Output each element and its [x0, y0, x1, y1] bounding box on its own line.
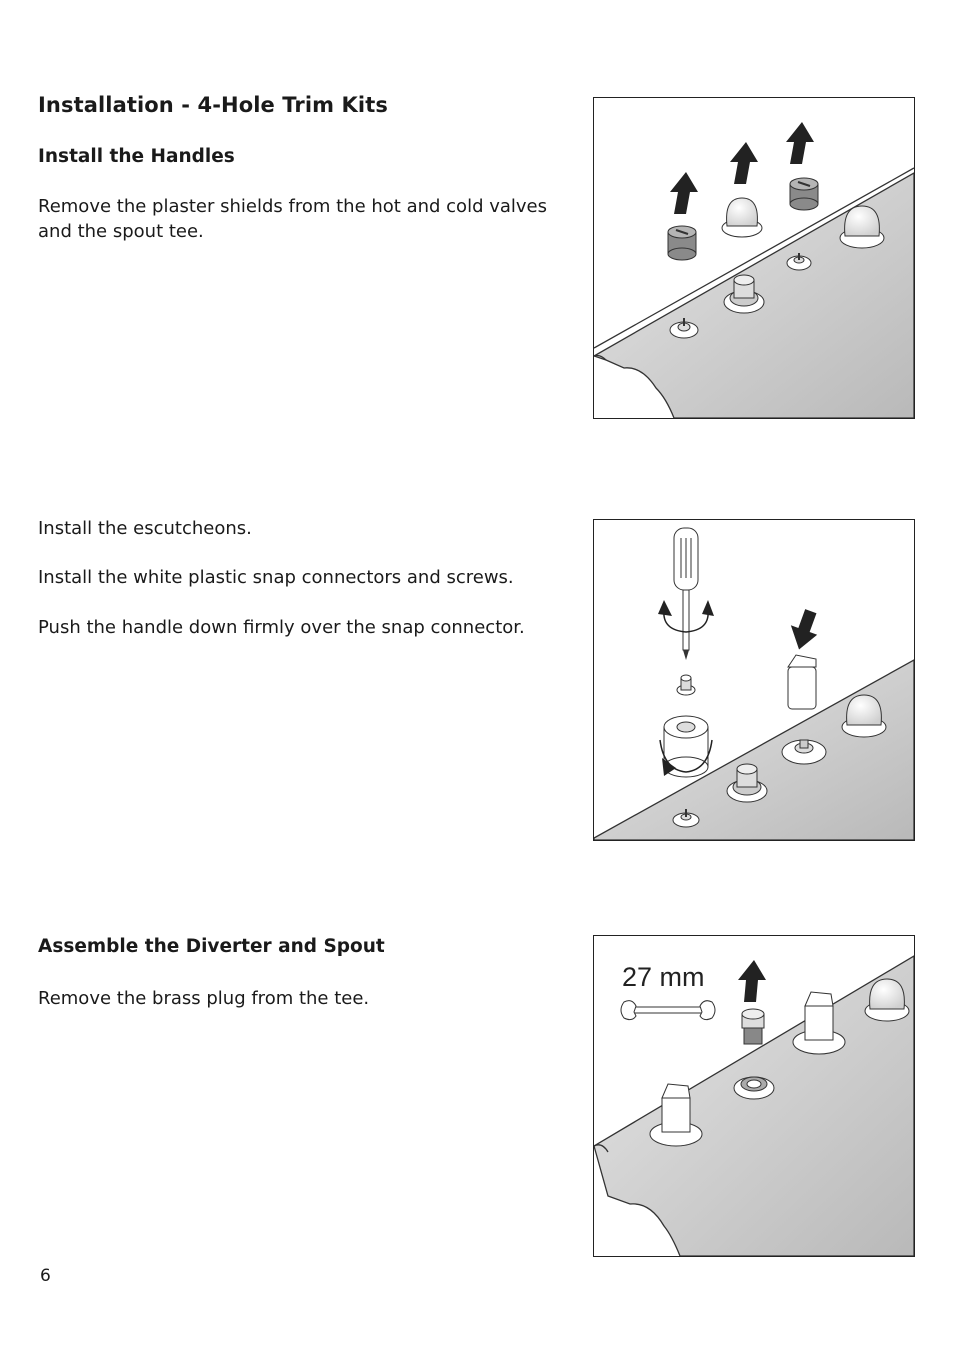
- wrench-icon: [621, 1001, 715, 1020]
- figure-remove-plaster-shields: [593, 97, 915, 419]
- wrench-size-label: 27 mm: [622, 962, 705, 992]
- section1-paragraph: Remove the plaster shields from the hot and cold valves and the spout tee.: [38, 196, 548, 242]
- section2-line-2: Install the white plastic snap connectors and screws.: [38, 567, 514, 588]
- page-number: 6: [40, 1266, 51, 1286]
- section3-paragraph: Remove the brass plug from the tee.: [38, 988, 370, 1009]
- page-title: Installation - 4-Hole Trim Kits: [38, 93, 388, 117]
- section2-line-3: Push the handle down firmly over the snap connector.: [38, 617, 525, 638]
- figure-install-escutcheons: [593, 519, 915, 841]
- section-heading-install-handles: Install the Handles: [38, 146, 235, 167]
- section-heading-assemble-diverter: Assemble the Diverter and Spout: [38, 936, 385, 957]
- figure-remove-brass-plug: [593, 935, 915, 1257]
- section2-line-1: Install the escutcheons.: [38, 518, 252, 539]
